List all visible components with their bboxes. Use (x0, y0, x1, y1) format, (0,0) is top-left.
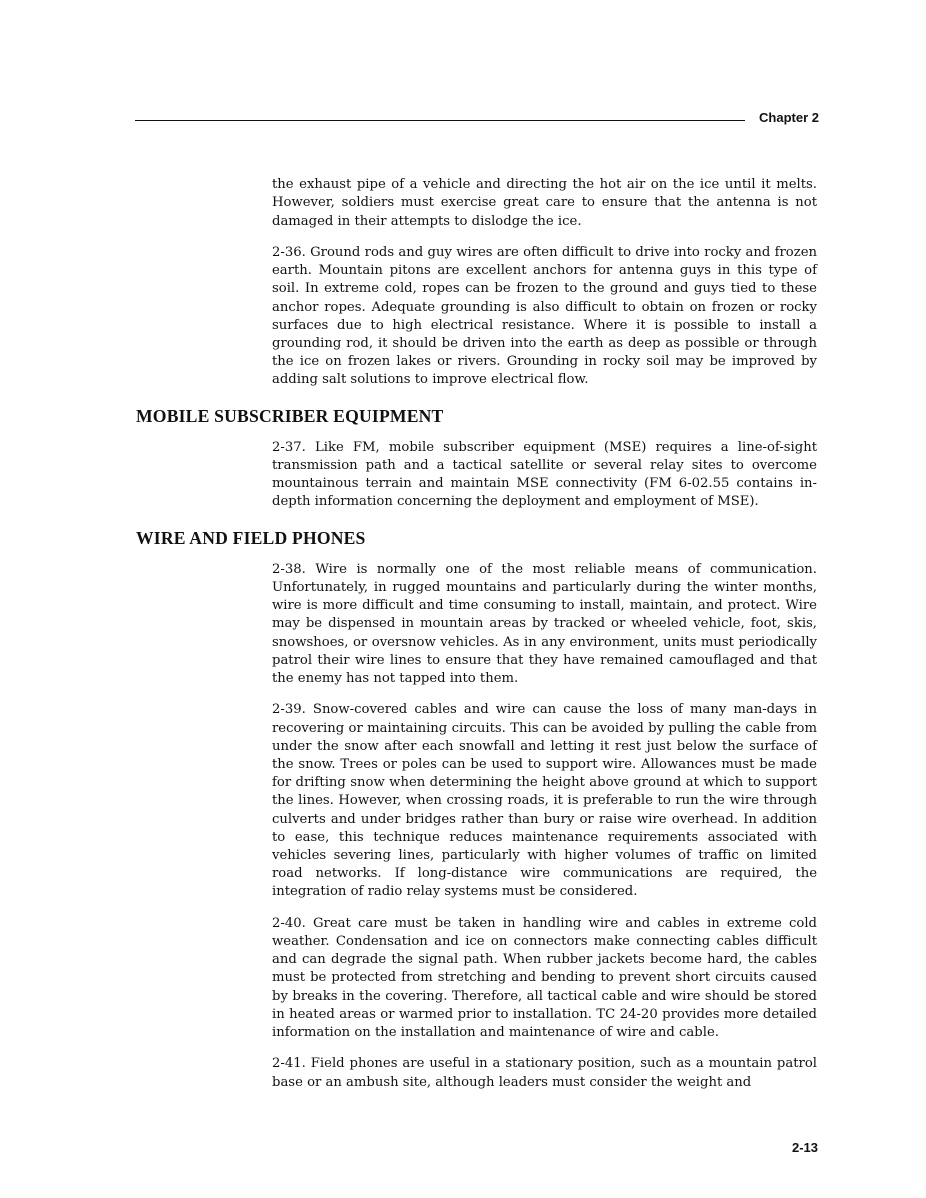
paragraph-number: 2-37. (272, 439, 306, 455)
paragraph-2-38 (272, 561, 817, 688)
paragraph-text: Ground rods and guy wires are often difficult to drive into rocky and frozen earth. Mountain pitons are excellent anchors for antenna guys in this type of soil. In extreme cold, ropes can be frozen to the ground and guys tied to these anchor ropes. Adequate grounding is also difficult to obtain on frozen or rocky surfaces due to high electrical resistance. Where it is possible to install a grounding rod, it should be driven into the earth as deep as possible or through the ice on frozen lakes or rivers. Grounding in rocky soil may be improved by adding salt solutions to improve electrical flow. (272, 244, 817, 388)
paragraph-number: 2-40. (272, 915, 306, 931)
paragraph-text: the exhaust pipe of a vehicle and directing the hot air on the ice until it melts. However, soldiers must exercise great care to ensure that the antenna is not damaged in their attempts to dislodge the ice. (272, 177, 817, 229)
paragraph-text: Like FM, mobile subscriber equipment (MSE) requires a line-of-sight transmission path and a tactical satellite or several relay sites to overcome mountainous terrain and maintain MSE connectivity (FM 6-02.55 contains in-depth information concerning the deployment and employment of MSE). (272, 439, 817, 510)
header-rule (135, 120, 745, 121)
section-heading-mobile-subscriber-equipment: MOBILE SUBSCRIBER EQUIPMENT (136, 405, 444, 426)
paragraph-text: Great care must be taken in handling wire and cables in extreme cold weather. Condensation and ice on connectors make connecting cables difficult and can degrade the signal path. When rubber jackets become hard, the cables must be protected from stretching and bending to prevent short circuits caused by breaks in the covering. Therefore, all tactical cable and wire should be stored in heated areas or warmed prior to installation. TC 24-20 provides more detailed information on the installation and maintenance of wire and cable. (272, 915, 817, 1041)
paragraph-continuation (272, 176, 817, 231)
page-body (0, 163, 926, 1101)
paragraph-number: 2-41. (272, 1056, 306, 1072)
paragraph-2-37 (272, 439, 817, 512)
paragraph-number: 2-38. (272, 561, 306, 577)
paragraph-2-40 (272, 915, 817, 1042)
paragraph-number: 2-39. (272, 702, 306, 718)
paragraph-2-41 (272, 1055, 817, 1091)
section-heading-wire-and-field-phones: WIRE AND FIELD PHONES (136, 527, 366, 548)
paragraph-text: Snow-covered cables and wire can cause the loss of many man-days in recovering or maintaining circuits. This can be avoided by pulling the cable from under the snow after each snowfall and letting it rest just below the surface of the snow. Trees or poles can be used to support wire. Allowances must be made for drifting snow when determining the height above ground at which to support the lines. However, when crossing roads, it is preferable to run the wire through culverts and under bridges rather than bury or raise wire overhead. In addition to ease, this technique reduces maintenance requirements associated with vehicles severing lines, particularly with higher volumes of traffic on limited road networks. If long-distance wire communications are required, the integration of radio relay systems must be considered. (272, 702, 817, 900)
paragraph-2-39 (272, 701, 817, 901)
paragraph-number: 2-36. (272, 244, 306, 260)
paragraph-2-36 (272, 244, 817, 390)
paragraph-text: Wire is normally one of the most reliable means of communication. Unfortunately, in rugged mountains and particularly during the winter months, wire is more difficult and time consuming to install, maintain, and protect. Wire may be dispensed in mountain areas by tracked or wheeled vehicle, foot, skis, snowshoes, or oversnow vehicles. As in any environment, units must periodically patrol their wire lines to ensure that they have remained camouflaged and that the enemy has not tapped into them. (272, 561, 817, 687)
paragraph-text: Field phones are useful in a stationary position, such as a mountain patrol base or an ambush site, although leaders must consider the weight and (272, 1056, 817, 1090)
chapter-label: Chapter 2 (759, 110, 819, 125)
page-number: 2-13 (791, 1140, 818, 1155)
page-header (135, 110, 819, 124)
